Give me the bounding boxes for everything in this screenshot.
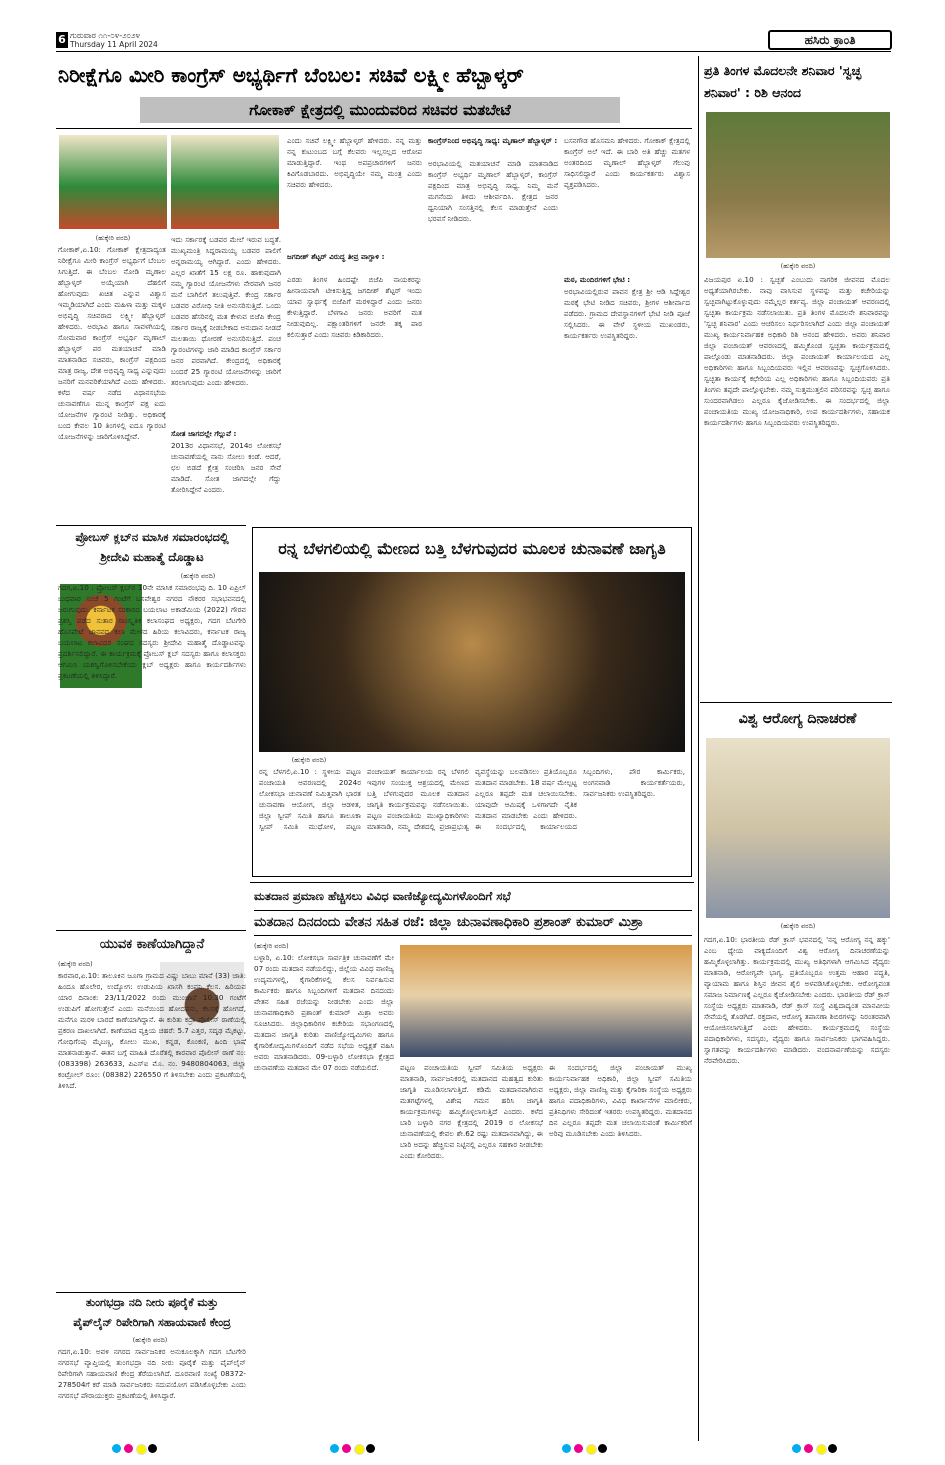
reg-dot-black-4 — [828, 1444, 837, 1453]
lead-col1: ಗೋಕಾಕ್,ಏ.10: ಗೋಕಾಕ್ ಕ್ಷೇತ್ರದಾದ್ಯಂತ ನಿರೀಕ್ಷೆಗೂ ಮೀರಿ ಕಾಂಗ್ರೆಸ್ ಅಭ್ಯರ್ಥಿಗೆ ಬೆಂಬಲ ಸಿಗುತ್ತಿದೆ. ಈ ಬೆಂಬಲ ನೋಡಿ ಮೃಣಾಲ ಹೆಬ್ಬಾಳ್ಕರ್ ಅಯ್ಕೆಯಾಗಿ ದೆಹಲಿಗೆ ಹೋಗುವುದು ಖಚಿತ ಎನ್ನುವ ವಿಶ್ವಾಸ ಇಮ್ಮಡಿಯಾಗಿದೆ ಎಂದು ಮಹಿಳಾ ಮತ್ತು ಮಕ್ಕಳ ಅಭಿವೃದ್ಧಿ ಸಚಿವರಾದ ಲಕ್ಷ್ಮೀ ಹೆಬ್ಬಾಳ್ಕರ್ ಹೇಳಿದರು. ಅರಭಾವಿ ಹಾಗೂ ಸಾವಳಗಿಯಲ್ಲಿ ಸೋಮವಾರ ಕಾಂಗ್ರೆಸ್ ಅಭ್ಯರ್ಥಿ ಮೃಣಾಲ್ ಹೆಬ್ಬಾಳ್ಕರ್ ಪರ ಮತಯಾಚನೆ ಮಾಡಿ ಮಾತನಾಡಿದ ಸಚಿವರು, ಕಾಂಗ್ರೆಸ್ ಪಕ್ಷದಿಂದ ಮಾತ್ರ ರಾಜ್ಯ, ದೇಶ ಅಭಿವೃದ್ಧಿ ಸಾಧ್ಯ ಎನ್ನುವುದು ಜನರಿಗೆ ಮನವರಿಕೆಯಾಗಿದೆ ಎಂದು ಹೇಳಿದರು. ಕಳೆದ ವರ್ಷ ನಡೆದ ವಿಧಾನಸಭೆಯ ಚುನಾವಣೆಗೂ ಮುನ್ನ ಕಾಂಗ್ರೆಸ್ ಪಕ್ಷ ಐದು ಯೋಜನೆಗಳ ಗ್ಯಾರಂಟಿ ನೀಡಿತ್ತು. ಅಧಿಕಾರಕ್ಕೆ ಬಂದ ಕೇವಲ 10 ತಿಂಗಳಲ್ಲಿ ಐದೂ ಗ್ಯಾರಂಟಿ ಯೋಜನೆಗಳನ್ನು ಜಾರಿಗೊಳಿಸಿದ್ದೇವೆ. — [58, 245, 166, 441]
reg-dot-yellow-4 — [816, 1444, 827, 1455]
lead-col5-subhead: ಮಠ, ಮಂದಿರಗಳಿಗೆ ಭೇಟಿ : — [564, 275, 631, 284]
water-body: ಗದಗ,ಏ.10: ಅವಳಿ ನಗರದ ಸಾರ್ವಜನಿಕರ ಅನುಕೂಲಕ್ಕಾಗಿ ಗದಗ ಬೆಟಗೇರಿ ನಗರಸಭೆ ವ್ಯಾಪ್ತಿಯಲ್ಲಿ ತುಂಗಭದ್ರಾ ನದಿ ನೀರು ಪೂರೈಕೆ ಮತ್ತು ಪೈಪ್‌ಲೈನ್ ರಿಪೇರಿಗಾಗಿ ಸಹಾಯವಾಣಿ ಕೇಂದ್ರ ತೆರೆಯಲಾಗಿದೆ. ದೂರವಾಣಿ ಸಂಖ್ಯೆ 08372-278504ಗೆ ಕರೆ ಮಾಡಿ ಸಾರ್ವಜನಿಕರು ಸದುಪಯೋಗ ಪಡಿಸಿಕೊಳ್ಳಬೇಕು ಎಂದು ನಗರಸಭೆ ಪೌರಾಯುಕ್ತರು ಪ್ರಕಟಣೆಯಲ್ಲಿ ತಿಳಿಸಿದ್ದಾರೆ. — [58, 1347, 246, 1400]
probus-dateline: (ಹುಕ್ಕೇರಿ ವರದಿ) — [180, 572, 216, 580]
lead-col5b: ಅರಭಾವಿಯಲ್ಲಿರುವ ಪಾವನ ಕ್ಷೇತ್ರ ಶ್ರೀ ಆಡಿ ಸಿದ್ದೇಶ್ವರ ಮಠಕ್ಕೆ ಭೇಟಿ ನೀಡಿದ ಸಚಿವರು, ಶ್ರೀಗಳ ಆಶೀರ್ವಾದ ಪಡೆದರು. ಗ್ರಾಮದ ದೇವಸ್ಥಾನಗಳಿಗೆ ಭೇಟಿ ನೀಡಿ ಪೂಜೆ ಸಲ್ಲಿಸಿದರು. ಈ ವೇಳೆ ಸ್ಥಳೀಯ ಮುಖಂಡರು, ಕಾರ್ಯಕರ್ತರು ಉಪಸ್ಥಿತರಿದ್ದರು. — [564, 287, 690, 340]
missing-body: ಕಾರವಾರ,ಏ.10: ತಾಲೂಕಿನ ಜೂಗಾ ಗ್ರಾಮದ ವಿಷ್ಣು ಬಾಬು ಮಾನೆ (33) ಜಾತಿ: ಹಿಂದೂ ಹೊಲೇರ, ಉದ್ಯೋಗ: ಉಡುಪಿಯ ಖಾಸಗಿ ಕಂಪನಿ ಕೆಲಸ. ಹಿರಿಯವ ಯಾರ ದಿನಾಂಕ: 23/11/2022 ರಂದು ಮುಂಜಾನೆ 10.30 ಗಂಟೆಗೆ ಉಡುಪಿಗೆ ಹೋಗುತ್ತೇನೆ ಎಂದು ಮನೆಯಿಂದ ಹೋದವನು, ಕೆಲಸಕ್ಕೆ ಹೋಗದೆ, ಮನೆಗೂ ಮರಳಿ ಬಾರದೆ ಕಾಣೆಯಾಗಿದ್ದಾನೆ. ಈ ಕುರಿತು ಕದ್ರಾ ಪೊಲೀಸ್ ಠಾಣೆಯಲ್ಲಿ ಪ್ರಕರಣ ದಾಖಲಾಗಿದೆ. ಕಾಣೆಯಾದ ವ್ಯಕ್ತಿಯ ಚಹರೆ: 5.7 ಎತ್ತರ, ಸದೃಢ ಮೈಕಟ್ಟು, ಗೋಧಿಗೆಂಪು ಮೈಬಣ್ಣ, ಕೋಲು ಮುಖ, ಕನ್ನಡ, ಕೊಂಕಣಿ, ಹಿಂದಿ ಭಾಷೆ ಮಾತನಾಡುತ್ತಾನೆ. ಈತನ ಬಗ್ಗೆ ಮಾಹಿತಿ ದೊರೆತಲ್ಲಿ ಕಾರವಾರ ಪೊಲೀಸ್ ಠಾಣೆ ನಂ: (083398) 263633, ಪಿಎಸ್‌ಐ ಮೊ. ನಂ. 9480804063, ಜಿಲ್ಲಾ ಕಂಟ್ರೋಲ್ ರೂಂ: (08382) 226550 ಗೆ ತಿಳಿಸಬೇಕು ಎಂದು ಪ್ರಕಟಣೆಯಲ್ಲಿ ತಿಳಿಸಿದೆ. — [58, 971, 246, 1090]
lead-col3: ಎಂದು ಸಚಿವೆ ಲಕ್ಷ್ಮೀ ಹೆಬ್ಬಾಳ್ಕರ್ ಹೇಳಿದರು. ನನ್ನ ಮತ್ತು ನನ್ನ ಕುಟುಂಬದ ಬಗ್ಗೆ ಕೆಲವರು ಇಲ್ಲಸಲ್ಲದ ಆರೋಪ ಮಾಡುತ್ತಿದ್ದಾರೆ. ಇಂಥ ಅಪಪ್ರಚಾರಗಳಿಗೆ ಜನರು ಕಿವಿಗೊಡಬಾರದು. ಅಭಿವೃದ್ಧಿಯೇ ನಮ್ಮ ಮಂತ್ರ ಎಂದು ಸಚಿವರು ಹೇಳಿದರು. — [287, 136, 422, 189]
candle-photo — [259, 572, 685, 752]
lead-col3-subhead: ಜಗದೀಶ್ ಶೆಟ್ಟರ್ ವಿರುದ್ಧ ತೀವ್ರ ವಾಗ್ದಾಳಿ : — [287, 252, 385, 261]
reg-dot-black-1 — [148, 1444, 157, 1453]
health-body: ಗದಗ,ಏ.10: ಭಾರತೀಯ ರೆಡ್ ಕ್ರಾಸ್ ಭವನದಲ್ಲಿ 'ನನ್ನ ಆರೋಗ್ಯ ನನ್ನ ಹಕ್ಕು' ಎಂಬ ಧ್ಯೇಯ ವಾಕ್ಯದೊಂದಿಗೆ ವಿಶ್ವ ಆರೋಗ್ಯ ದಿನಾಚರಣೆಯನ್ನು ಹಮ್ಮಿಕೊಳ್ಳಲಾಗಿತ್ತು. ಕಾರ್ಯಕ್ರಮದಲ್ಲಿ ಮುಖ್ಯ ಅತಿಥಿಗಳಾಗಿ ಆಗಮಿಸಿದ ವೈದ್ಯರು ಮಾತನಾಡಿ, ಆರೋಗ್ಯವೇ ಭಾಗ್ಯ. ಪ್ರತಿಯೊಬ್ಬರೂ ಉತ್ತಮ ಆಹಾರ ಪದ್ಧತಿ, ವ್ಯಾಯಾಮ ಹಾಗೂ ಶಿಸ್ತಿನ ಜೀವನ ಶೈಲಿ ಅಳವಡಿಸಿಕೊಳ್ಳಬೇಕು. ಆರೋಗ್ಯವಂತ ಸಮಾಜ ನಿರ್ಮಾಣಕ್ಕೆ ಎಲ್ಲರೂ ಕೈಜೋಡಿಸಬೇಕು ಎಂದರು. ಭಾರತೀಯ ರೆಡ್ ಕ್ರಾಸ್ ಸಂಸ್ಥೆಯ ಅಧ್ಯಕ್ಷರು ಮಾತನಾಡಿ, ರೆಡ್ ಕ್ರಾಸ್ ಸಂಸ್ಥೆ ವಿಶ್ವದಾದ್ಯಂತ ಮಾನವೀಯ ಸೇವೆಯಲ್ಲಿ ತೊಡಗಿದೆ. ರಕ್ತದಾನ, ಆರೋಗ್ಯ ತಪಾಸಣಾ ಶಿಬಿರಗಳನ್ನು ನಿರಂತರವಾಗಿ ಆಯೋಜಿಸಲಾಗುತ್ತಿದೆ ಎಂದು ಹೇಳಿದರು. ಕಾರ್ಯಕ್ರಮದಲ್ಲಿ ಸಂಸ್ಥೆಯ ಪದಾಧಿಕಾರಿಗಳು, ಸದಸ್ಯರು, ವೈದ್ಯರು ಹಾಗೂ ಸಾರ್ವಜನಿಕರು ಭಾಗವಹಿಸಿದ್ದರು. ಸ್ವಾಗತವನ್ನು ಕಾರ್ಯದರ್ಶಿಗಳು ಮಾಡಿದರು. ವಂದನಾರ್ಪಣೆಯನ್ನು ಸದಸ್ಯರು ನೆರವೇರಿಸಿದರು. — [704, 935, 890, 1065]
lead-col2b: 2013ರ ವಿಧಾನಸಭೆ, 2014ರ ಲೋಕಸಭೆ ಚುನಾವಣೆಯಲ್ಲಿ ನಾನು ಸೋಲು ಕಂಡೆ. ಆದರೆ, ಛಲ ಬಿಡದೆ ಕ್ಷೇತ್ರ ಸಂಚರಿಸಿ ಜನರ ಸೇವೆ ಮಾಡಿದೆ. ಸೋತ ಜಾಗದಲ್ಲೇ ಗೆದ್ದು ತೋರಿಸಿದ್ದೇನೆ ಎಂದರು. — [171, 441, 281, 494]
lead-col2: ಇದು ಸರ್ಕಾರಕ್ಕೆ ಬಡವರ ಮೇಲೆ ಇರುವ ಬದ್ಧತೆ. ಮುಖ್ಯಮಂತ್ರಿ ಸಿದ್ದರಾಮಯ್ಯ ಬಡವರ ಪಾಲಿಗೆ ಅನ್ನರಾಮಯ್ಯ ಆಗಿದ್ದಾರೆ. ಎಂದು ಹೇಳಿದರು. ಎಲ್ಲರ ಖಾತೆಗೆ 15 ಲಕ್ಷ ರೂ. ಹಾಕುವುದಾಗಿ ನಮ್ಮ ಗ್ಯಾರಂಟಿ ಯೋಜನೆಗಳು ನೇರವಾಗಿ ಜನರ ಮನೆ ಬಾಗಿಲಿಗೆ ತಲುಪುತ್ತಿವೆ. ಕೇಂದ್ರ ಸರ್ಕಾರ ಬಡವರ ವಿರೋಧಿ ನೀತಿ ಅನುಸರಿಸುತ್ತಿದೆ. ಒಂದು ಬಡವರ ಹೆಸರಿನಲ್ಲಿ ಮತ ಕೇಳುವ ಬಿಜೆಪಿ ಕೇಂದ್ರ ಸರ್ಕಾರ ರಾಜ್ಯಕ್ಕೆ ನೀಡಬೇಕಾದ ಅನುದಾನ ನೀಡದೆ ಮಲತಾಯಿ ಧೋರಣೆ ಅನುಸರಿಸುತ್ತಿದೆ. ಪಂಚ ಗ್ಯಾರಂಟಿಗಳನ್ನು ಜಾರಿ ಮಾಡಿದ ಕಾಂಗ್ರೆಸ್ ಸರ್ಕಾರ ಜನರ ಪರವಾಗಿದೆ. ಕೇಂದ್ರದಲ್ಲಿ ಅಧಿಕಾರಕ್ಕೆ ಬಂದರೆ 25 ಗ್ಯಾರಂಟಿ ಯೋಜನೆಗಳನ್ನು ಜಾರಿಗೆ ತರಲಾಗುವುದು ಎಂದು ಹೇಳಿದರು. — [171, 235, 281, 387]
reg-dot-black-3 — [598, 1444, 607, 1453]
swachh-headline: ಪ್ರತಿ ತಿಂಗಳ ಮೊದಲನೇ ಶನಿವಾರ 'ಸ್ವಚ್ಛ ಶನಿವಾರ' : ರಿಶಿ ಆನಂದ — [704, 63, 862, 100]
right-column-divider — [698, 56, 699, 1441]
header-rule — [56, 51, 891, 52]
lead-dateline: (ಹುಕ್ಕೇರಿ ವರದಿ) — [95, 234, 131, 242]
candle-body: ರನ್ನ ಬೆಳಗಲಿ,ಏ.10 : ಸ್ಥಳೀಯ ಪಟ್ಟಣ ಪಂಚಾಯತಿ ಆವರಣದಲ್ಲಿ 2024ರ ಲೋಕಸಭಾ ಚುನಾವಣೆ ನಿಮಿತ್ತವಾಗಿ ಭಾರತ ಚುನಾವಣಾ ಆಯೋಗ, ಜಿಲ್ಲಾ ಆಡಳಿತ, ಜಿಲ್ಲಾ ಸ್ವೀಪ್ ಸಮಿತಿ ಹಾಗೂ ತಾಲೂಕಾ ಸ್ವೀಪ್ ಸಮಿತಿ ಮುಧೋಳ, ಪಟ್ಟಣ ಪಂಚಾಯತ್ ಕಾರ್ಯಾಲಯ ರನ್ನ ಬೆಳಗಲಿ ಇವುಗಳ ಸಂಯುಕ್ತ ಆಶ್ರಯದಲ್ಲಿ ಮೇಣದ ಬತ್ತಿ ಬೆಳಗುವುದರ ಮೂಲಕ ಮತದಾನ ಜಾಗೃತಿ ಕಾರ್ಯಕ್ರಮವನ್ನು ನಡೆಸಲಾಯಿತು. ಪಟ್ಟಣ ಪಂಚಾಯತಿಯ ಮುಖ್ಯಾಧಿಕಾರಿಗಳು ಮಾತನಾಡಿ, ನಮ್ಮ ದೇಶದಲ್ಲಿ ಪ್ರಜಾಪ್ರಭುತ್ವ ವ್ಯವಸ್ಥೆಯನ್ನು ಬಲಪಡಿಸಲು ಪ್ರತಿಯೊಬ್ಬರೂ ಮತದಾನ ಮಾಡಬೇಕು. 18 ವರ್ಷ ಮೇಲ್ಪಟ್ಟ ಎಲ್ಲರೂ ತಪ್ಪದೇ ಮತ ಚಲಾಯಿಸಬೇಕು. ಯಾವುದೇ ಆಮಿಷಕ್ಕೆ ಒಳಗಾಗದೇ ನೈತಿಕ ಮತದಾನ ಮಾಡಬೇಕು ಎಂದು ಹೇಳಿದರು. ಈ ಸಂದರ್ಭದಲ್ಲಿ ಕಾರ್ಯಾಲಯದ ಸಿಬ್ಬಂದಿಗಳು, ಪೌರ ಕಾರ್ಮಿಕರು, ಅಂಗನವಾಡಿ ಕಾರ್ಯಕರ್ತೆಯರು, ಸಾರ್ವಜನಿಕರು ಉಪಸ್ಥಿತರಿದ್ದರು. — [259, 767, 685, 831]
voting-top-rule — [250, 882, 694, 883]
date-kannada: ಗುರುವಾರ ೧೧-೦೪-೨೦೨೪ — [70, 31, 140, 40]
lead-col5: ಬಸನಗೌಡ ಹೊಸಮನಿ ಹೇಳಿದರು. ಗೋಕಾಕ್ ಕ್ಷೇತ್ರದಲ್ಲಿ ಕಾಂಗ್ರೆಸ್ ಅಲೆ ಇದೆ. ಈ ಬಾರಿ ಅತಿ ಹೆಚ್ಚು ಮತಗಳ ಅಂತರದಿಂದ ಮೃಣಾಲ್ ಹೆಬ್ಬಾಳ್ಕರ್ ಗೆಲುವು ಸಾಧಿಸಲಿದ್ದಾರೆ ಎಂದು ಕಾರ್ಯಕರ್ತರು ವಿಶ್ವಾಸ ವ್ಯಕ್ತಪಡಿಸಿದರು. — [564, 136, 690, 189]
probus-top-rule — [56, 525, 246, 526]
lead-headline: ನಿರೀಕ್ಷೆಗೂ ಮೀರಿ ಕಾಂಗ್ರೆಸ್ ಅಭ್ಯರ್ಥಿಗೆ ಬೆಂಬಲ: ಸಚಿವೆ ಲಕ್ಷ್ಮೀ ಹೆಬ್ಬಾಳ್ಕರ್ — [58, 63, 524, 87]
voting-col2: ಪಟ್ಟಣ ಪಂಚಾಯತಿಯ ಸ್ವೀಪ್ ಸಮಿತಿಯ ಅಧ್ಯಕ್ಷರು ಮಾತನಾಡಿ, ಸಾರ್ವಜನಿಕರಲ್ಲಿ ಮತದಾನದ ಮಹತ್ವದ ಕುರಿತು ಜಾಗೃತಿ ಮೂಡಿಸಲಾಗುತ್ತಿದೆ. ಕಡಿಮೆ ಮತದಾನವಾಗಿರುವ ಮತಗಟ್ಟೆಗಳಲ್ಲಿ ವಿಶೇಷ ಗಮನ ಹರಿಸಿ ಜಾಗೃತಿ ಕಾರ್ಯಕ್ರಮಗಳನ್ನು ಹಮ್ಮಿಕೊಳ್ಳಲಾಗುತ್ತಿದೆ ಎಂದರು. ಕಳೆದ ಬಾರಿ ಬಳ್ಳಾರಿ ನಗರ ಕ್ಷೇತ್ರದಲ್ಲಿ 2019 ರ ಲೋಕಸಭೆ ಚುನಾವಣೆಯಲ್ಲಿ ಕೇವಲ ಶೇ.62 ರಷ್ಟು ಮತದಾನವಾಗಿದ್ದು, ಈ ಬಾರಿ ಅದನ್ನು ಹೆಚ್ಚಿಸುವ ನಿಟ್ಟಿನಲ್ಲಿ ಎಲ್ಲರೂ ಸಹಕಾರ ನೀಡಬೇಕು ಎಂದು ಕೋರಿದರು. — [400, 1063, 543, 1160]
reg-dot-magenta-1 — [124, 1444, 133, 1453]
reg-dot-black-2 — [366, 1444, 375, 1453]
reg-dot-yellow-3 — [586, 1444, 597, 1455]
missing-headline: ಯುವಕ ಕಾಣೆಯಾಗಿದ್ದಾನೆ — [99, 937, 205, 952]
probus-headline-1: ಪ್ರೋಬಸ್ ಕ್ಲಬ್‌ನ ಮಾಸಿಕ ಸಮಾರಂಭದಲ್ಲಿ — [75, 530, 229, 544]
lead-col4-subhead: ಕಾಂಗ್ರೆಸ್‌ನಿಂದ ಅಭಿವೃದ್ಧಿ ಸಾಧ್ಯ: ಮೃಣಾಲ್ ಹೆಬ್ಬಾಳ್ಕರ್ : — [428, 136, 558, 145]
voting-kicker: ಮತದಾನ ಪ್ರಮಾಣ ಹೆಚ್ಚಿಸಲು ವಿವಿಧ ವಾಣಿಜ್ಯೋದ್ಯಮಿಗಳೊಂದಿಗೆ ಸಭೆ — [254, 889, 511, 903]
swachh-body: ವಿಜಯಪುರ ಏ.10 : ಸ್ವಚ್ಛತೆ ಎಂಬುದು ನಾಗರಿಕ ಜೀವನದ ಮೊದಲ ಅಧ್ಯತೆಯಾಗಿರಬೇಕು. ನಾವು ವಾಸಿಸುವ ಸ್ಥಳವನ್ನು ಮತ್ತು ಕಚೇರಿಯನ್ನು ಸ್ವಚ್ಛವಾಗಿಟ್ಟುಕೊಳ್ಳುವುದು ನಮ್ಮೆಲ್ಲರ ಕರ್ತವ್ಯ. ಜಿಲ್ಲಾ ಪಂಚಾಯತ್ ಆವರಣದಲ್ಲಿ ಸ್ವಚ್ಛತಾ ಕಾರ್ಯಕ್ರಮ ನಡೆಸಲಾಯಿತು. ಪ್ರತಿ ತಿಂಗಳ ಮೊದಲನೇ ಶನಿವಾರವನ್ನು 'ಸ್ವಚ್ಛ ಶನಿವಾರ' ಎಂದು ಆಚರಿಸಲು ನಿರ್ಧರಿಸಲಾಗಿದೆ ಎಂದು ಜಿಲ್ಲಾ ಪಂಚಾಯತ್ ಮುಖ್ಯ ಕಾರ್ಯನಿರ್ವಾಹಕ ಅಧಿಕಾರಿ ರಿಶಿ ಆನಂದ ಹೇಳಿದರು. ಅವರು ಶನಿವಾರ ಜಿಲ್ಲಾ ಪಂಚಾಯತ್ ಆವರಣದಲ್ಲಿ ಹಮ್ಮಿಕೊಂಡ ಸ್ವಚ್ಛತಾ ಕಾರ್ಯಕ್ರಮದಲ್ಲಿ ಪಾಲ್ಗೊಂಡು ಮಾತನಾಡಿದರು. ಜಿಲ್ಲಾ ಪಂಚಾಯತ್ ಕಾರ್ಯಾಲಯದ ಎಲ್ಲ ಅಧಿಕಾರಿಗಳು ಹಾಗೂ ಸಿಬ್ಬಂದಿಯವರು ಇಲ್ಲಿನ ಆವರಣವನ್ನು ಸ್ವಚ್ಛಗೊಳಿಸಿದರು. ಸ್ವಚ್ಛತಾ ಕಾರ್ಯಕ್ಕೆ ಕಛೇರಿಯ ಎಲ್ಲ ಅಧಿಕಾರಿಗಳು ಹಾಗೂ ಸಿಬ್ಬಂದಿಯವರು ಪ್ರತಿ ತಿಂಗಳು ತಪ್ಪದೇ ಪಾಲ್ಗೊಳ್ಳಬೇಕು. ನಮ್ಮ ಸುತ್ತಮುತ್ತಲಿನ ಪರಿಸರವನ್ನು ಸ್ವಚ್ಛ ಹಾಗೂ ಸುಂದರವಾಗಿಡಲು ಎಲ್ಲರೂ ಕೈಜೋಡಿಸಬೇಕು. ಈ ಸಂದರ್ಭದಲ್ಲಿ ಜಿಲ್ಲಾ ಪಂಚಾಯತಿಯ ಮುಖ್ಯ ಯೋಜನಾಧಿಕಾರಿ, ಉಪ ಕಾರ್ಯದರ್ಶಿಗಳು, ಸಹಾಯಕ ಕಾರ್ಯದರ್ಶಿಗಳು ಹಾಗೂ ಸಿಬ್ಬಂದಿಯವರು ಉಪಸ್ಥಿತರಿದ್ದರು. — [704, 275, 890, 427]
date-english: Thursday 11 April 2024 — [70, 40, 158, 49]
lead-photo-2 — [171, 135, 279, 229]
missing-top-rule — [56, 930, 246, 931]
swachh-dateline: (ಹುಕ್ಕೇರಿ ವರದಿ) — [780, 262, 816, 270]
reg-dot-cyan-3 — [562, 1444, 571, 1453]
reg-dot-yellow-1 — [136, 1444, 147, 1455]
page-header — [56, 30, 891, 52]
water-top-rule — [56, 1292, 246, 1293]
voting-dateline: (ಹುಕ್ಕೇರಿ ವರದಿ) — [254, 942, 289, 950]
probus-body: ಗದಗ,ಏ.10 : ಪ್ರೋಬಸ್ ಕ್ಲಬ್‌ನ 10ನೇ ಮಾಸಿಕ ಸಮಾರಂಭವು ದಿ. 10 ಏಪ್ರಿಲ್ ಬುಧವಾರ ಸಂಜೆ 5 ಗಂಟೆಗೆ ಬಸವೇಶ್ವರ ನಗರದ ನೌಕರರ ಸಭಾಭವನದಲ್ಲಿ ಜರುಗುವುದು. ಕರ್ನಾಟಕ ಸರಕಾರದ ಬಯಲಾಟ ಅಕಾಡೆಮಿಯ (2022) ಗೌರವ ಪ್ರಶಸ್ತಿ ಪಡೆದ ಸುತಾರ ಸಾಂಸ್ಕೃತಿಕ ಕಲಾಸಂಘದ ಅಧ್ಯಕ್ಷರು, ಗದಗ ಬೆಟಗೇರಿ ಹೊಸಪೇಟೆ ಜಾನಪದ ಕಲಾ ಮೇಳದ ಹಿರಿಯ ಕಲಾವಿದರು, ಕರ್ನಾಟಕ ರಾಜ್ಯ ಬಯಲಾಟ ಕಲಾವಿದರ ಸಂಘದ ಸದಸ್ಯರು ಶ್ರೀದೇವಿ ಮಹಾತ್ಮೆ ದೊಡ್ಡಾಟವನ್ನು ಪ್ರದರ್ಶಿಸಲಿದ್ದಾರೆ. ಈ ಕಾರ್ಯಕ್ರಮಕ್ಕೆ ಪ್ರೋಬಸ್ ಕ್ಲಬ್ ಸದಸ್ಯರು ಹಾಗೂ ಕಲಾಸಕ್ತರು ಆಗಮಿಸಿ ಯಶಸ್ವಿಗೊಳಿಸಬೇಕೆಂದು ಕ್ಲಬ್ ಅಧ್ಯಕ್ಷರು ಹಾಗೂ ಕಾರ್ಯದರ್ಶಿಗಳು ಪ್ರಕಟಣೆಯಲ್ಲಿ ತಿಳಿಸಿದ್ದಾರೆ. — [58, 583, 246, 680]
probus-headline-2: ಶ್ರೀದೇವಿ ಮಹಾತ್ಮೆ ದೊಡ್ಡಾಟ — [100, 550, 204, 564]
voting-col3: ಈ ಸಂದರ್ಭದಲ್ಲಿ ಜಿಲ್ಲಾ ಪಂಚಾಯತ್ ಮುಖ್ಯ ಕಾರ್ಯನಿರ್ವಾಹಕ ಅಧಿಕಾರಿ, ಜಿಲ್ಲಾ ಸ್ವೀಪ್ ಸಮಿತಿಯ ಅಧ್ಯಕ್ಷರು, ಜಿಲ್ಲಾ ವಾಣಿಜ್ಯ ಮತ್ತು ಕೈಗಾರಿಕಾ ಸಂಸ್ಥೆಯ ಅಧ್ಯಕ್ಷರು ಹಾಗೂ ಪದಾಧಿಕಾರಿಗಳು, ವಿವಿಧ ಕಾರ್ಖಾನೆಗಳ ಮಾಲೀಕರು, ಪ್ರತಿನಿಧಿಗಳು ಸೇರಿದಂತೆ ಇತರರು ಉಪಸ್ಥಿತರಿದ್ದರು. ಮತದಾನದ ದಿನ ಎಲ್ಲರೂ ತಪ್ಪದೇ ಮತ ಚಲಾಯಿಸುವಂತೆ ಕಾರ್ಮಿಕರಿಗೆ ಅರಿವು ಮೂಡಿಸಬೇಕು ಎಂದು ತಿಳಿಸಿದರು. — [549, 1063, 692, 1138]
voting-col1: ಬಳ್ಳಾರಿ, ಏ.10: ಲೋಕಸಭಾ ಸಾರ್ವತ್ರಿಕ ಚುನಾವಣೆಗೆ ಮೇ 07 ರಂದು ಮತದಾನ ನಡೆಯಲಿದ್ದು, ಜಿಲ್ಲೆಯ ವಿವಿಧ ವಾಣಿಜ್ಯ ಉದ್ಯಮಗಳಲ್ಲಿ, ಕೈಗಾರಿಕೆಗಳಲ್ಲಿ ಕೆಲಸ ನಿರ್ವಹಿಸುವ ಕಾರ್ಮಿಕರು ಹಾಗೂ ಸಿಬ್ಬಂದಿಗಳಿಗೆ ಮತದಾನ ದಿನದಂದು ವೇತನ ಸಹಿತ ರಜೆಯನ್ನು ನೀಡಬೇಕು ಎಂದು ಜಿಲ್ಲಾ ಚುನಾವಣಾಧಿಕಾರಿ ಪ್ರಶಾಂತ್ ಕುಮಾರ್ ಮಿಶ್ರಾ ಅವರು ಸೂಚಿಸಿದರು. ಜಿಲ್ಲಾಧಿಕಾರಿಗಳ ಕಚೇರಿಯ ಸಭಾಂಗಣದಲ್ಲಿ ಮತದಾನ ಜಾಗೃತಿ ಕುರಿತು ವಾಣಿಜ್ಯೋದ್ಯಮಿಗಳು ಹಾಗೂ ಕೈಗಾರಿಕೋದ್ಯಮಿಗಳೊಂದಿಗೆ ನಡೆದ ಸಭೆಯ ಅಧ್ಯಕ್ಷತೆ ವಹಿಸಿ ಅವರು ಮಾತನಾಡಿದರು. 09-ಬಳ್ಳಾರಿ ಲೋಕಸಭಾ ಕ್ಷೇತ್ರದ ಚುನಾವಣೆಯ ಮತದಾನ ಮೇ 07 ರಂದು ನಡೆಯಲಿದೆ. — [254, 953, 394, 1072]
lead-col3b: ಎರಡು ತಿಂಗಳ ಹಿಂದಷ್ಟೇ ಬಿಜೆಪಿ ನಾಯಕರನ್ನು ಹೀನಾಯವಾಗಿ ಟೀಕಿಸುತ್ತಿದ್ದ ಜಗದೀಶ್ ಶೆಟ್ಟರ್ ಇಂದು ಯಾವ ಸ್ವಾರ್ಥಕ್ಕೆ ಬಿಜೆಪಿಗೆ ಮರಳಿದ್ದಾರೆ ಎಂದು ಜನರು ಕೇಳುತ್ತಿದ್ದಾರೆ. ಬೆಳಗಾವಿ ಜನರು ಅವರಿಗೆ ಮತ ನೀಡುವುದಿಲ್ಲ. ಪಕ್ಷಾಂತರಿಗಳಿಗೆ ಜನರೇ ತಕ್ಕ ಪಾಠ ಕಲಿಸುತ್ತಾರೆ ಎಂದು ಸಚಿವರು ಕಿಡಿಕಾರಿದರು. — [287, 275, 422, 339]
reg-dot-magenta-4 — [804, 1444, 813, 1453]
voting-photo — [400, 945, 692, 1057]
reg-dot-magenta-2 — [342, 1444, 351, 1453]
water-headline-2: ಪೈಪ್‌ಲೈನ್ ರಿಪೇರಿಗಾಗಿ ಸಹಾಯವಾಣಿ ಕೇಂದ್ರ — [73, 1316, 231, 1329]
swachh-photo — [706, 112, 890, 258]
reg-dot-cyan-4 — [792, 1444, 801, 1453]
reg-dot-cyan-2 — [330, 1444, 339, 1453]
lead-top-rule — [56, 128, 692, 129]
paper-name: ಹಸಿರು ಕ್ರಾಂತಿ — [768, 30, 892, 50]
lead-subheadline: ಗೋಕಾಕ್ ಕ್ಷೇತ್ರದಲ್ಲಿ ಮುಂದುವರಿದ ಸಚಿವರ ಮತಬೇಟೆ — [249, 101, 511, 119]
candle-dateline: (ಹುಕ್ಕೇರಿ ವರದಿ) — [291, 756, 327, 764]
reg-dot-cyan-1 — [112, 1444, 121, 1453]
voting-headline: ಮತದಾನ ದಿನದಂದು ವೇತನ ಸಹಿತ ರಜೆ: ಜಿಲ್ಲಾ ಚುನಾವಣಾಧಿಕಾರಿ ಪ್ರಶಾಂತ್ ಕುಮಾರ್ ಮಿಶ್ರಾ — [254, 910, 692, 936]
lead-col2-subhead: ಸೋತ ಜಾಗದಲ್ಲೇ ಗೆಲ್ಲುವೆ : — [171, 429, 237, 438]
health-headline: ವಿಶ್ವ ಆರೋಗ್ಯ ದಿನಾಚರಣೆ — [738, 711, 857, 727]
health-top-rule — [700, 702, 892, 703]
water-dateline: (ಹುಕ್ಕೇರಿ ವರದಿ) — [132, 1336, 168, 1344]
reg-dot-magenta-3 — [574, 1444, 583, 1453]
lead-photo-1 — [59, 135, 167, 229]
candle-box — [252, 527, 692, 877]
lead-subheadline-bar — [140, 97, 620, 123]
lead-col4: ಅರಭಾವಿಯಲ್ಲಿ ಮತಯಾಚನೆ ಮಾಡಿ ಮಾತನಾಡಿದ ಕಾಂಗ್ರೆಸ್ ಅಭ್ಯರ್ಥಿ ಮೃಣಾಲ್ ಹೆಬ್ಬಾಳ್ಕರ್, ಕಾಂಗ್ರೆಸ್ ಪಕ್ಷದಿಂದ ಮಾತ್ರ ಅಭಿವೃದ್ಧಿ ಸಾಧ್ಯ. ನಿಮ್ಮ ಮನೆ ಮಗನೆಂದು ತಿಳಿದು ಆಶೀರ್ವದಿಸಿ. ಕ್ಷೇತ್ರದ ಜನರ ಧ್ವನಿಯಾಗಿ ಸಂಸತ್ತಿನಲ್ಲಿ ಕೆಲಸ ಮಾಡುತ್ತೇನೆ ಎಂದು ಭರವಸೆ ನೀಡಿದರು. — [428, 159, 558, 223]
water-headline-1: ತುಂಗಭದ್ರಾ ನದಿ ನೀರು ಪೂರೈಕೆ ಮತ್ತು — [85, 1296, 219, 1309]
page-number-box: 6 — [56, 32, 68, 48]
reg-dot-yellow-2 — [354, 1444, 365, 1455]
candle-headline: ರನ್ನ ಬೆಳಗಲಿಯಲ್ಲಿ ಮೇಣದ ಬತ್ತಿ ಬೆಳಗುವುದರ ಮೂಲಕ ಚುನಾವಣೆ ಜಾಗೃತಿ — [278, 539, 666, 558]
registration-marks — [0, 1440, 945, 1460]
health-photo — [706, 738, 890, 918]
missing-dateline: (ಹುಕ್ಕೇರಿ ವರದಿ) — [58, 960, 93, 968]
health-dateline: (ಹುಕ್ಕೇರಿ ವರದಿ) — [780, 922, 816, 930]
